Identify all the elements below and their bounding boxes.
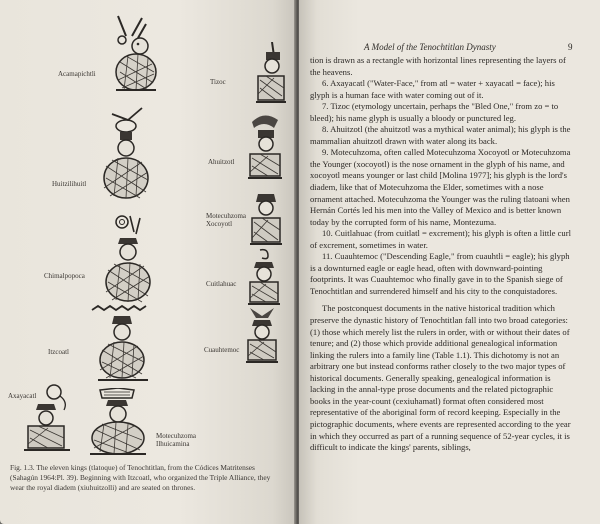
king-label: Tizoc — [210, 78, 226, 86]
king-figure-acamapichtli — [98, 14, 166, 98]
king-label: Huitzilihuitl — [52, 180, 87, 188]
paragraph: 11. Cuauhtemoc ("Descending Eagle," from cuauhtli = eagle); his glyph is a downturned eagle or eagle head, often with downward-pointing footprints. It was Cuauhtemoc who finally gave in to the Spanish siege of Tenochtitlan and surrendered himself and his city to the conquistadores. — [310, 251, 570, 296]
running-head: A Model of the Tenochtitlan Dynasty — [364, 42, 496, 52]
king-figure-motecuhzoma-ilhuicamina — [82, 388, 152, 458]
king-label: Motecuhzoma Ilhuicamina — [156, 432, 197, 448]
paragraph: The postconquest documents in the native historical tradition which preserve the dynastic history of Tenochtitlan fall into two broad categories: (1) those which merely list the rulers in order, with or without their dates of tenure; and (2) those which provide additional genealogical information linking the rulers into a family line (Table 1.1). This dichotomy is not an arbitrary one but instead conforms rather closely to the two major types of historical documents. Generally speaking, genealogical information is lacking in the annal-type prose documents and the related pictographic books in the year-count (cexiuhamatl) format often considered most representative of the aboriginal form of record keeping. Especially in the pictographic documents, where events are represented according to the year in which they occurred as part of a running sequence of 52-year cycles, it is difficult to indicate the kings' parents, siblings, — [310, 303, 571, 453]
king-label: Cuitlahuac — [206, 280, 237, 288]
king-figure-itzcoatl — [88, 300, 154, 384]
king-label: Itzcoatl — [48, 348, 69, 356]
figure-caption: Fig. 1.3. The eleven kings (tlatoque) of Tenochtitlan, from the Códices Matritenses (Sahagún 1964:Pl. 39). Beginning with Itzcoatl, who organized the Triple Alliance, they wear the royal diadem (xiuhuitzolli) and are seated on thrones. — [10, 463, 271, 492]
king-label: Cuauhtemoc — [204, 346, 240, 354]
paragraph: tion is drawn as a rectangle with horizontal lines representing the layers of the heavens. — [310, 55, 566, 77]
paragraph: 8. Ahuitzotl (the ahuitzotl was a mythical water animal); his glyph is the mammalian ahuitzotl drawn with water along its back. — [310, 124, 571, 146]
left-page — [0, 0, 296, 524]
king-figure-chimalpopoca — [100, 214, 158, 304]
paragraph: 6. Axayacatl ("Water-Face," from atl = water + xayacatl = face); his glyph is a human face with water coming out of it. — [310, 78, 555, 100]
king-figure-cuitlahuac — [246, 248, 282, 308]
king-label: Ahuitzotl — [208, 158, 235, 166]
king-figure-huitzilihuitl — [96, 106, 156, 202]
paragraph: 9. Motecuhzoma, often called Motecuhzoma Xocoyotl or Motecuhzoma the Younger (xocoyotl) is the nose ornament in the glyph of his name, and xocoyotl means younger or last child [Molina 1977]; his glyph is the lord's diadem, like that of Motecuhzoma the Elder, sometimes with a nose ornament attached. Motecuhzoma the Younger was the ruling tlatoani when Hernán Cortés led his men into the Valley of Mexico and is better known today by the corrupted form of his name, Montezuma. — [310, 147, 571, 227]
king-label: Acamapichtli — [58, 70, 96, 78]
king-label: Motecuhzoma Xocoyotl — [206, 212, 247, 228]
king-figure-tizoc — [252, 42, 286, 106]
king-figure-cuauhtemoc — [242, 306, 282, 366]
king-figure-motecuhzoma-xocoyotl — [248, 190, 284, 248]
paragraph: 7. Tizoc (etymology uncertain, perhaps the "Bled One," from zo = to bleed); his name glyph is usually a bloody or punctured leg. — [310, 101, 559, 123]
page-number: 9 — [568, 42, 573, 52]
king-label: Axayacatl — [8, 392, 37, 400]
body-text — [310, 55, 572, 454]
king-label: Chimalpopoca — [44, 272, 85, 280]
paragraph: 10. Cuitlahuac (from cuitlatl = excrement); his glyph is often a little curl of excrement, sometimes in water. — [310, 228, 571, 250]
king-figure-ahuitzotl — [244, 110, 284, 182]
